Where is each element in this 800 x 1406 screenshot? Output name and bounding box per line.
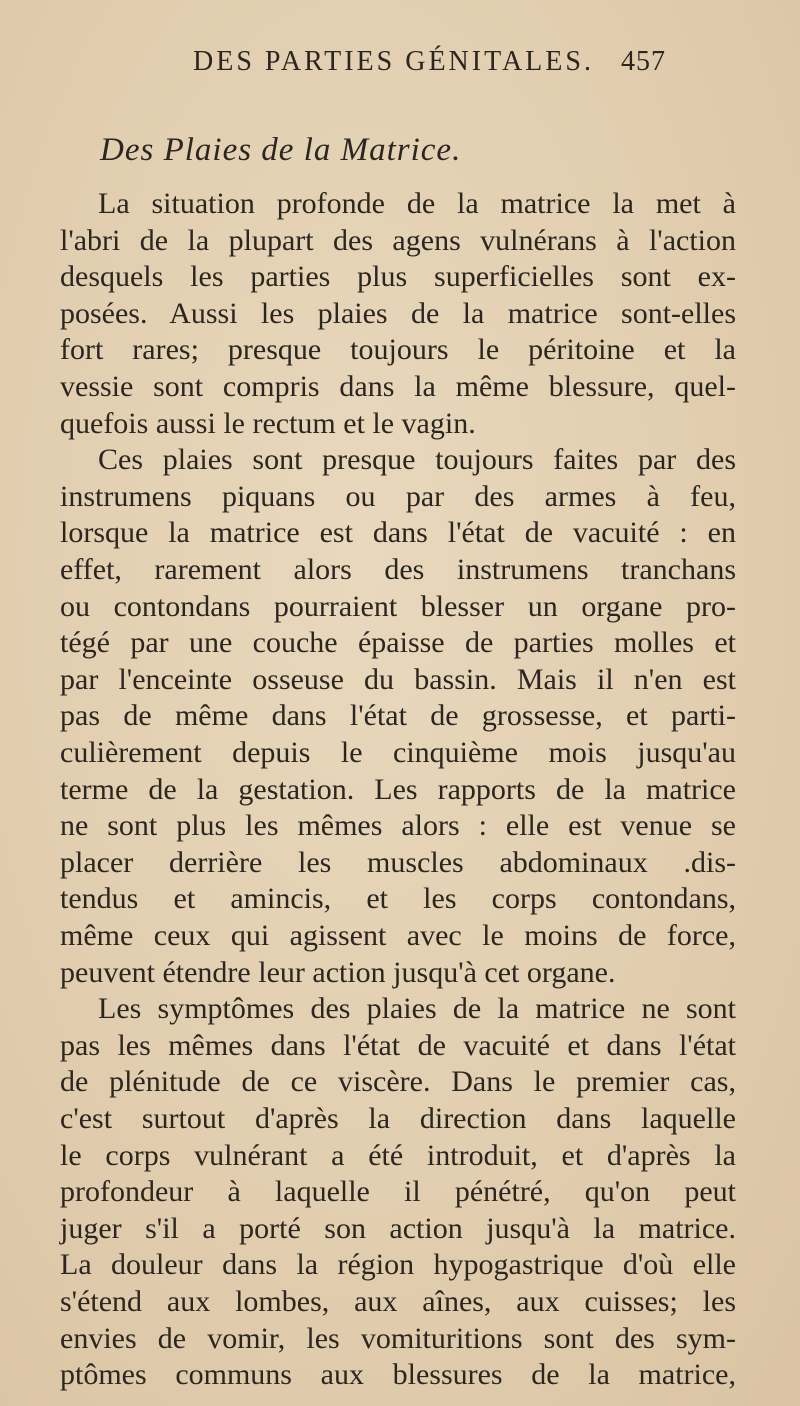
running-head <box>193 46 693 90</box>
text-line: desquels les parties plus superficielles sont ex- <box>60 260 736 294</box>
text-line: le corps vulnérant a été introduit, et d'après la <box>60 1138 736 1172</box>
text-line: tendus et amincis, et les corps contondans, <box>60 882 736 916</box>
text-line: La douleur dans la région hypogastrique d'où elle <box>60 1248 736 1282</box>
text-line: ou contondans pourraient blesser un organe pro- <box>60 589 736 623</box>
text-line: posées. Aussi les plaies de la matrice sont-elles <box>60 296 736 330</box>
text-line: quefois aussi le rectum et le vagin. <box>60 406 476 440</box>
text-line: même ceux qui agissent avec le moins de force, <box>60 919 736 952</box>
text-line: profondeur à laquelle il pénétré, qu'on peut <box>60 1175 736 1209</box>
text-line: terme de la gestation. Les rapports de la matrice <box>60 772 736 806</box>
text-line: fort rares; presque toujours le péritoine et la <box>60 333 736 367</box>
text-line: pas les mêmes dans l'état de vacuité et dans l'état <box>60 1028 736 1062</box>
text-line: ne sont plus les mêmes alors : elle est venue se <box>60 809 736 843</box>
text-line: par l'enceinte osseuse du bassin. Mais il n'en est <box>60 662 736 696</box>
text-line: lorsque la matrice est dans l'état de vacuité : en <box>60 516 736 550</box>
page-number: 457 <box>621 46 666 77</box>
text-line: pas de même dans l'état de grossesse, et parti- <box>60 699 736 733</box>
text-line: tégé par une couche épaisse de parties molles et <box>60 626 736 660</box>
text-line: ptômes communs aux blessures de la matrice, <box>60 1358 736 1392</box>
text-line: La situation profonde de la matrice la met à <box>98 187 736 220</box>
text-line: de plénitude de ce viscère. Dans le premier cas, <box>60 1065 736 1099</box>
text-line: c'est surtout d'après la direction dans laquelle <box>60 1102 736 1135</box>
text-line: Ces plaies sont presque toujours faites par des <box>98 443 736 477</box>
text-line: peuvent étendre leur action jusqu'à cet organe. <box>60 955 616 989</box>
text-line: juger s'il a porté son action jusqu'à la matrice. <box>60 1211 736 1245</box>
running-head-title: DES PARTIES GÉNITALES. <box>193 46 594 77</box>
text-line: s'étend aux lombes, aux aînes, aux cuisses; les <box>60 1285 736 1318</box>
text-line: culièrement depuis le cinquième mois jusqu'au <box>60 736 736 769</box>
text-line: placer derrière les muscles abdominaux .dis- <box>60 845 736 879</box>
text-line: instrumens piquans ou par des armes à feu, <box>60 479 736 513</box>
text-line: Les symptômes des plaies de la matrice ne sont <box>98 992 736 1026</box>
section-title: Des Plaies de la Matrice. <box>100 132 462 168</box>
text-line: envies de vomir, les vomituritions sont des sym- <box>60 1321 736 1355</box>
text-line: effet, rarement alors des instrumens tranchans <box>60 553 736 586</box>
text-line: l'abri de la plupart des agens vulnérans à l'action <box>60 223 736 257</box>
text-line: vessie sont compris dans la même blessure, quel- <box>60 370 736 403</box>
